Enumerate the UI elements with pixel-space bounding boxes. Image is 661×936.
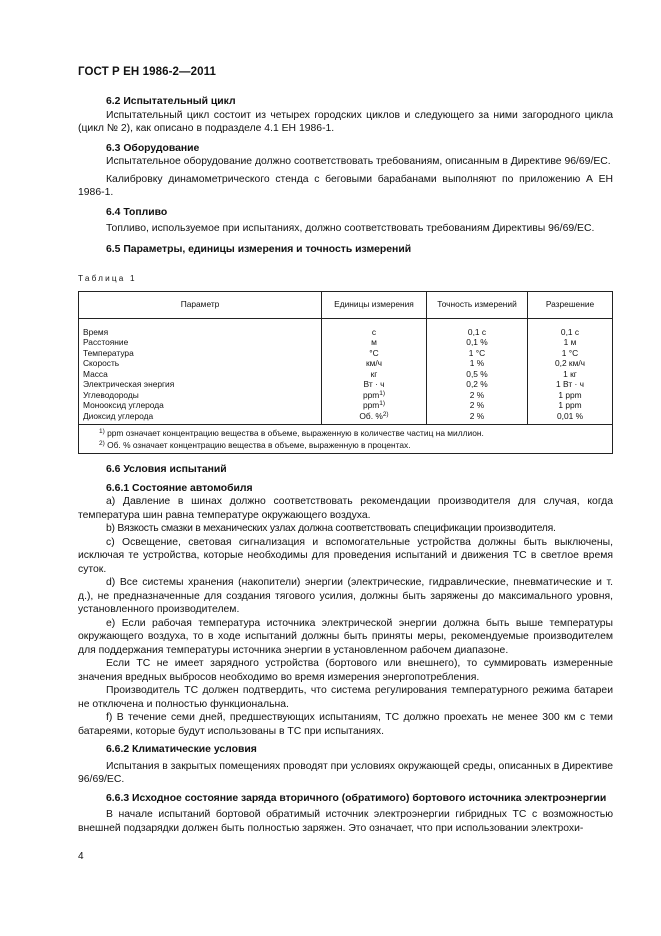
footnote-text: Об. % означает концентрацию вещества в объеме, выраженную в процентах. <box>107 439 411 450</box>
section-6-4-title: 6.4 Топливо <box>106 206 168 218</box>
table-row <box>79 400 613 411</box>
table-cell-text: с <box>371 326 377 337</box>
section-6-6-1-item-e-note-2: Производитель ТС должен подтвердить, что система регулирования температурного режима батареи не отключена и полностью функциональна. <box>78 685 613 710</box>
table-cell <box>79 400 322 411</box>
table-cell <box>322 411 427 425</box>
table-cell-text: 0,1 с <box>560 326 580 337</box>
section-6-3-text-2: Калибровку динамометрического стенда с беговыми барабанами выполняют по приложению А ЕН 1986-1. <box>78 173 613 198</box>
footnote-mark: 2) <box>99 439 105 447</box>
table-row <box>79 318 613 337</box>
table-cell-text: 1 °С <box>468 347 486 358</box>
section-6-6-1-item-e: е) Если рабочая температура источника электрической энергии должна быть выше температуры окружающего воздуха, то в ходе испытаний должны быть приняты меры, рекомендуемые производителем для поддержания температуры источника энергии в установленном рабочем диапазоне. <box>78 617 613 656</box>
table-cell <box>528 411 613 425</box>
footnote <box>99 428 608 439</box>
table-cell <box>427 348 528 359</box>
table-cell-text: 1 м <box>563 337 577 347</box>
table-cell-text: Об. % <box>359 410 383 421</box>
parameters-table <box>78 291 613 455</box>
table-cell <box>79 318 322 337</box>
table-row <box>79 337 613 348</box>
section-6-4-text: Топливо, используемое при испытаниях, должно соответствовать требованиям Директивы 96/69/ЕС. <box>106 223 595 234</box>
table-header-row <box>79 291 613 318</box>
table-row <box>79 369 613 380</box>
table-cell <box>427 369 528 380</box>
section-6-6-1-item-d: d) Все системы хранения (накопители) энергии (электрические, гидравлические, пневматические и т. д.), не предназначенные для создания тягового усилия, должны быть заряжены до максимального уровня, установленного производителем. <box>78 577 613 615</box>
table-cell <box>427 400 528 411</box>
table-cell <box>528 348 613 359</box>
section-6-2-title: 6.2 Испытательный цикл <box>106 96 236 107</box>
table-row <box>79 411 613 425</box>
footnote-reference: 1) <box>379 389 386 397</box>
table-cell <box>79 369 322 380</box>
table-cell-text: Монооксид углерода <box>83 400 164 410</box>
table-cell-text: Углеводороды <box>83 389 139 400</box>
section-6-6-1-item-f: f) В течение семи дней, предшествующих испытаниям, ТС должно проехать не менее 300 км с теми батареями, которые будут использованы в ТС при испытаниях. <box>78 712 613 737</box>
table-cell-text: 2 % <box>469 389 485 400</box>
footnote <box>99 440 608 451</box>
table-cell-text: 1 ppm <box>558 400 582 410</box>
table-cell-text: 0,2 км/ч <box>554 358 586 368</box>
section-6-6-1-item-c: с) Освещение, световая сигнализация и вспомогательные устройства должны быть выключены, исключая те устройства, которые необходимы для проведения испытаний и движения ТС в светлое время суток. <box>78 536 613 575</box>
table-cell-text: 0,2 % <box>466 379 488 389</box>
table-header-cell: Единицы измерения <box>322 291 427 318</box>
table-header-cell: Разрешение <box>528 291 613 318</box>
document-header: ГОСТ Р ЕН 1986-2—2011 <box>78 66 216 78</box>
table-cell-text: 0,1 с <box>467 326 487 337</box>
section-6-5-title: 6.5 Параметры, единицы измерения и точность измерений <box>106 243 412 255</box>
table-cell <box>528 379 613 390</box>
table-cell-text: 1 °С <box>561 347 579 358</box>
footnote-text: ppm означает концентрацию вещества в объеме, выраженную в количестве частиц на миллион. <box>107 428 484 438</box>
table-cell-text: 1 кг <box>563 368 577 379</box>
table-cell <box>79 411 322 425</box>
table-cell-text: Электрическая энергия <box>83 379 175 389</box>
table-cell <box>427 390 528 401</box>
table-cell <box>322 400 427 411</box>
table-row <box>79 348 613 359</box>
section-6-6-3-title: 6.6.3 Исходное состояние заряда вторичного (обратимого) бортового источника электроэнергии <box>106 792 607 804</box>
table-cell <box>79 337 322 348</box>
section-6-6-1-item-e-note-1: Если ТС не имеет зарядного устройства (бортового или внешнего), то суммировать измеренные значения вредных выбросов необходимо во время измерения энергопотребления. <box>78 658 613 683</box>
table-cell-text: ppm <box>362 389 380 400</box>
table-cell <box>79 390 322 401</box>
section-6-6-2-text: Испытания в закрытых помещениях проводят при условиях окружающей среды, описанных в Директиве 96/69/ЕС. <box>78 760 613 785</box>
table-footnotes-row <box>79 425 613 454</box>
table-cell <box>427 379 528 390</box>
table-cell <box>322 348 427 359</box>
table-cell-text: Вт · ч <box>363 379 385 389</box>
table-cell <box>79 379 322 390</box>
section-6-6-1-item-b: b) Вязкость смазки в механических узлах должна соответствовать спецификации производителя. <box>106 523 556 534</box>
table-cell-text: Скорость <box>83 358 120 368</box>
document-body <box>78 92 613 835</box>
table-cell-text: Температура <box>83 347 134 358</box>
section-6-6-1-item-a: а) Давление в шинах должно соответствовать рекомендации производителя для случая, когда температура шин равна температуре окружающего воздуха. <box>78 496 613 521</box>
table-cell <box>528 369 613 380</box>
table-row <box>79 379 613 390</box>
table-cell-text: 1 Вт · ч <box>556 379 584 389</box>
table-cell <box>322 337 427 348</box>
table-cell <box>528 400 613 411</box>
table-header-cell: Параметр <box>79 291 322 318</box>
table-cell-text: 0,5 % <box>466 368 488 379</box>
section-6-3-text-1: Испытательное оборудование должно соответствовать требованиям, описанным в Директиве 96/69/ЕС. <box>106 156 611 167</box>
section-6-6-2-title: 6.6.2 Климатические условия <box>106 744 257 755</box>
table-cell-text: м <box>371 337 377 347</box>
table-footnotes <box>79 425 613 454</box>
table-cell-text: Масса <box>83 368 108 379</box>
table-cell-text: Диоксид углерода <box>83 410 154 421</box>
section-6-6-1-title: 6.6.1 Состояние автомобиля <box>106 482 253 494</box>
table-cell-text: Расстояние <box>83 337 129 347</box>
section-6-6-3-text: В начале испытаний бортовой обратимый источник электроэнергии гибридных ТС с возможностью внешней подзарядки должен быть полностью заряжен. Это означает, что при использовании электрохи- <box>78 809 613 834</box>
footnote-reference: 2) <box>382 410 389 418</box>
table-caption: Таблица 1 <box>78 274 137 283</box>
table-cell-text: ppm <box>362 400 380 410</box>
section-6-3-title: 6.3 Оборудование <box>106 142 200 154</box>
table-cell-text: кг <box>370 368 378 379</box>
table-cell <box>79 358 322 369</box>
table-row <box>79 390 613 401</box>
section-6-2-text: Испытательный цикл состоит из четырех городских циклов и следующего за ними загородного цикла (цикл № 2), как описано в подразделе 4.1 ЕН 1986-1. <box>78 109 613 134</box>
table-cell-text: 1 ppm <box>558 389 582 400</box>
table-cell <box>322 358 427 369</box>
table-cell-text: 1 % <box>469 358 485 368</box>
table-cell <box>322 318 427 337</box>
table-cell <box>427 337 528 348</box>
table-cell-text: км/ч <box>365 358 383 368</box>
section-6-6-title: 6.6 Условия испытаний <box>106 464 227 475</box>
footnote-reference: 1) <box>379 400 386 407</box>
footnote-mark: 1) <box>99 428 105 435</box>
table-cell-text: 2 % <box>469 410 485 421</box>
table-cell <box>322 369 427 380</box>
table-cell <box>528 390 613 401</box>
table-cell <box>427 358 528 369</box>
table-cell <box>528 337 613 348</box>
table-cell <box>79 348 322 359</box>
table-cell-text: 0,01 % <box>556 410 584 421</box>
table-cell-text: 0,1 % <box>466 337 488 347</box>
table-cell-text: Время <box>83 326 109 337</box>
table-cell <box>427 318 528 337</box>
page-number: 4 <box>78 851 84 862</box>
table-cell <box>322 379 427 390</box>
table-cell <box>528 318 613 337</box>
table-cell-text: °С <box>369 347 379 358</box>
table-cell-text: 2 % <box>469 400 485 410</box>
table-row <box>79 358 613 369</box>
table-cell <box>427 411 528 425</box>
table-cell <box>528 358 613 369</box>
table-body <box>79 318 613 425</box>
table-header-cell: Точность измерений <box>427 291 528 318</box>
table-cell <box>322 390 427 401</box>
